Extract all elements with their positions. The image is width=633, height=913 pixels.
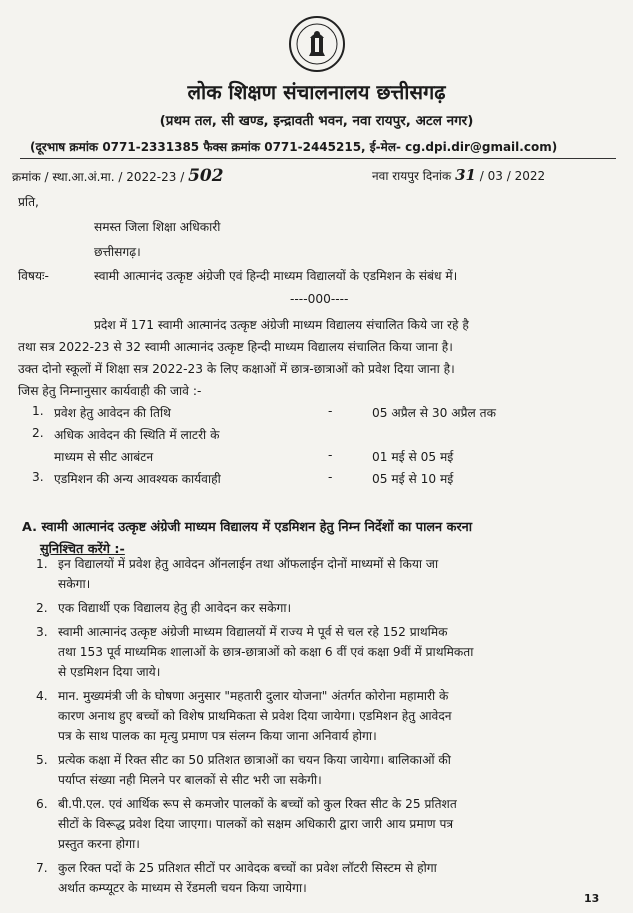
intro-line: उक्त दोनो स्कूलों में शिक्षा सत्र 2022-23 के लिए कक्षाओं में छात्र-छात्राओं को प्रवेश दिया जाना है। (18, 362, 455, 376)
subject-label: विषयः- (18, 269, 49, 283)
intro-line: प्रदेश में 171 स्वामी आत्मानंद उत्कृष्ट अंग्रेजी माध्यम विद्यालय संचालित किये जा रहे है (94, 318, 469, 332)
schedule-number: 2. (32, 426, 44, 440)
instruction-line: अर्थात कम्प्यूटर के माध्यम से रेंडमली चयन किया जायेगा। (58, 881, 307, 895)
instruction-line: स्वामी आत्मानंद उत्कृष्ट अंग्रेजी माध्यम विद्यालयों में राज्य मे पूर्व से चल रहे 152 प्राथमिक (58, 625, 448, 639)
schedule-row-cont (32, 448, 592, 470)
intro-line: जिस हेतु निम्नानुसार कार्यवाही की जावे :- (18, 384, 202, 398)
section-a-line-2: सुनिश्चित करेंगे :- (40, 542, 125, 557)
instruction-line: मान. मुख्यमंत्री जी के घोषणा अनुसार "महतारी दुलार योजना" अंतर्गत कोरोना महामारी के (58, 689, 449, 703)
letter-number-handwritten: 502 (188, 166, 224, 186)
instruction-line: बी.पी.एल. एवं आर्थिक रूप से कमजोर पालकों के बच्चों को कुल रिक्त सीट के 25 प्रतिशत (58, 797, 457, 811)
instruction-item (36, 686, 604, 746)
schedule-number: 3. (32, 470, 44, 484)
instruction-list (36, 554, 604, 902)
letter-date-prefix: नवा रायपुर दिनांक (372, 169, 452, 183)
letter-date-day: 31 (455, 166, 476, 184)
instruction-line: पर्याप्त संख्या नही मिलने पर बालकों से सीट भरी जा सकेगी। (58, 773, 322, 787)
schedule-date: 05 अप्रैल से 30 अप्रैल तक (372, 406, 496, 420)
instruction-number: 4. (36, 689, 48, 703)
instruction-item (36, 750, 604, 790)
instruction-item (36, 554, 604, 594)
schedule-row (32, 404, 592, 426)
schedule-date: 05 मई से 10 मई (372, 472, 454, 486)
page-number: 13 (584, 892, 600, 905)
intro-line: तथा सत्र 2022-23 से 32 स्वामी आत्मानंद उत्कृष्ट हिन्दी माध्यम विद्यालय संचालित किया जाना है। (18, 340, 453, 354)
instruction-line: कुल रिक्त पदों के 25 प्रतिशत सीटों पर आवेदक बच्चों का प्रवेश लॉटरी सिस्टम से होगा (58, 861, 437, 875)
instruction-item (36, 794, 604, 854)
schedule-table (32, 404, 592, 492)
instruction-line: प्रत्येक कक्षा में रिक्त सीट का 50 प्रतिशत छात्राओं का चयन किया जायेगा। बालिकाओं की (58, 753, 451, 767)
schedule-label: माध्यम से सीट आबंटन (54, 450, 154, 464)
instruction-item (36, 598, 604, 618)
instruction-item (36, 858, 604, 898)
instruction-line: सीटों के विरूद्ध प्रवेश दिया जाएगा। पालकों को सक्षम अधिकारी द्वारा जारी आय प्रमाण पत्र (58, 817, 454, 831)
office-address: (प्रथम तल, सी खण्ड, इन्द्रावती भवन, नवा रायपुर, अटल नगर) (159, 113, 474, 129)
schedule-date: 01 मई से 05 मई (372, 450, 454, 464)
intro-paragraph (18, 314, 469, 402)
instruction-number: 7. (36, 861, 48, 875)
instruction-number: 5. (36, 753, 48, 767)
schedule-label: अधिक आवेदन की स्थिति में लाटरी के (54, 428, 220, 442)
instruction-line: पत्र के साथ पालक का मृत्यु प्रमाण पत्र संलग्न किया जाना अनिवार्य होगा। (58, 729, 377, 743)
office-contact: (दूरभाष क्रमांक 0771-2331385 फैक्स क्रमांक 0771-2445215, ई-मेल- cg.dpi.dir@gmail.com) (30, 140, 558, 154)
instruction-line: तथा 153 पूर्व माध्यमिक शालाओं के छात्र-छात्राओं को कक्षा 6 वीं एवं कक्षा 9वीं में प्राथमिकता (58, 645, 474, 659)
office-title: लोक शिक्षण संचालनालय छत्तीसगढ़ (187, 80, 446, 104)
subject-text: स्वामी आत्मानंद उत्कृष्ट अंग्रेजी एवं हिन्दी माध्यम विद्यालयों के एडमिशन के संबंध में। (94, 269, 458, 283)
instruction-line: सकेगा। (58, 577, 91, 591)
schedule-row (32, 470, 592, 492)
instruction-number: 6. (36, 797, 48, 811)
instruction-line: एक विद्यार्थी एक विद्यालय हेतु ही आवेदन कर सकेगा। (58, 601, 292, 615)
to-label: प्रति, (18, 195, 39, 209)
instruction-number: 2. (36, 601, 48, 615)
to-line-2: छत्तीसगढ़। (94, 245, 141, 259)
section-a-heading (22, 517, 472, 557)
schedule-dash: - (328, 448, 333, 462)
schedule-number: 1. (32, 404, 44, 418)
schedule-dash: - (328, 404, 333, 418)
schedule-dash: - (328, 470, 333, 484)
instruction-line: इन विद्यालयों में प्रवेश हेतु आवेदन ऑनलाईन तथा ऑफलाईन दोनों माध्यमों से किया जा (58, 557, 439, 571)
government-seal-icon (287, 14, 347, 74)
letter-date (372, 166, 545, 184)
instruction-line: प्रस्तुत करना होगा। (58, 837, 140, 851)
header-divider (20, 158, 616, 159)
letter-date-rest: / 03 / 2022 (479, 169, 546, 183)
schedule-label: प्रवेश हेतु आवेदन की तिथि (54, 406, 171, 420)
schedule-label: एडमिशन की अन्य आवश्यक कार्यवाही (54, 472, 221, 486)
instruction-item (36, 622, 604, 682)
letter-number (12, 166, 224, 186)
separator: ----000---- (290, 292, 349, 306)
instruction-line: से एडमिशन दिया जाये। (58, 665, 161, 679)
instruction-number: 1. (36, 557, 48, 571)
to-line-1: समस्त जिला शिक्षा अधिकारी (94, 220, 221, 234)
instruction-line: कारण अनाथ हुए बच्चों को विशेष प्राथमिकता से प्रवेश दिया जायेगा। एडमिशन हेतु आवेदन (58, 709, 452, 723)
section-a-line-1: A. स्वामी आत्मानंद उत्कृष्ट अंग्रेजी माध्यम विद्यालय में एडमिशन हेतु निम्न निर्देशों का पालन करना (22, 520, 473, 535)
letter-number-prefix: क्रमांक / स्था.आ.अं.मा. / 2022-23 / (12, 170, 185, 184)
schedule-row (32, 426, 592, 448)
instruction-number: 3. (36, 625, 48, 639)
